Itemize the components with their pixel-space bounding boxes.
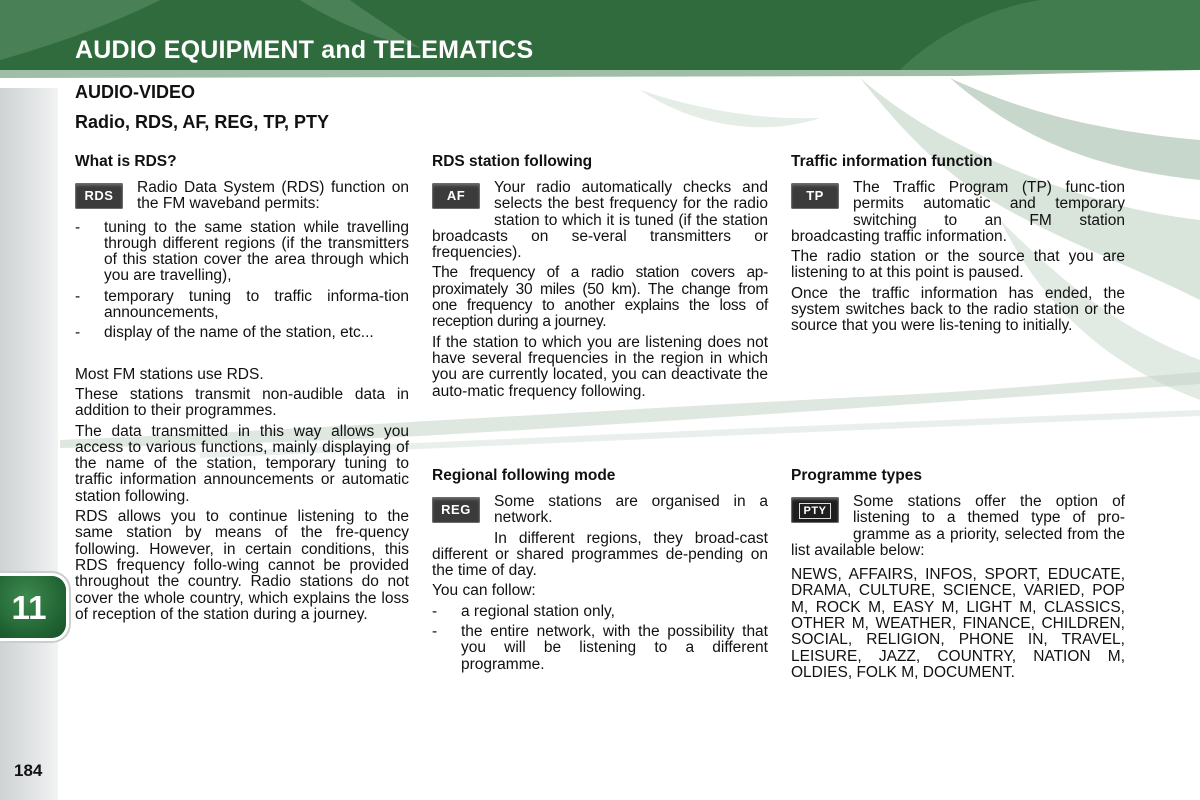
tp-paragraph: The Traffic Program (TP) func-tion permits automatic and temporary switching to an FM station broadcasting traffic information.	[791, 179, 1125, 245]
pty-icon-label: PTY	[799, 503, 832, 519]
column-programme-types	[791, 467, 1125, 685]
rds-icon: RDS	[75, 183, 123, 209]
chapter-number: 11	[11, 589, 47, 626]
heading-programme-types: Programme types	[791, 467, 922, 484]
af-paragraph: The frequency of a radio station covers ap-proximately 30 miles (50 km). The change from one frequency to another explains the loss of reception during a journey.	[432, 264, 768, 331]
pty-paragraph: Some stations offer the option of listening to a themed type of pro-gramme as a priority, selected from the list available below:	[791, 493, 1125, 559]
list-item: - the entire network, with the possibility that you will be listening to a different programme.	[432, 624, 768, 673]
section-title: AUDIO-VIDEO	[75, 82, 196, 102]
af-icon: AF	[432, 183, 480, 209]
column-traffic-information	[791, 153, 1125, 339]
page-sidebar	[0, 88, 58, 800]
rds-paragraph: RDS allows you to continue listening to the same station by means of the fre-quency following. However, in certain conditions, this RDS frequency follo-wing cannot be provided throughout the country. Radio stations do not cover the whole country, which explains the loss of reception of the station during a journey.	[75, 508, 409, 623]
chapter-tab	[0, 576, 66, 638]
section-subtitle: Radio, RDS, AF, REG, TP, PTY	[75, 112, 330, 132]
rds-paragraph: These stations transmit non-audible data in addition to their programmes.	[75, 385, 409, 420]
reg-icon: REG	[432, 497, 480, 523]
pty-icon	[791, 497, 839, 523]
reg-options-list	[432, 604, 768, 673]
heading-traffic-information: Traffic information function	[791, 153, 993, 170]
rds-paragraph: Most FM stations use RDS.	[75, 365, 264, 383]
reg-paragraph: Some stations are organised in a network.	[494, 493, 768, 527]
pty-type-list: NEWS, AFFAIRS, INFOS, SPORT, EDUCATE, DRAMA, CULTURE, SCIENCE, VARIED, POP M, ROCK M, EASY M, LIGHT M, CLASSICS, OTHER M, WEATHER, FINANCE, CHILDREN, SOCIAL, RELIGION, PHONE IN, TRAVEL, LEISURE, JAZZ, COUNTRY, NATION M, OLDIES, FOLK M, DOCUMENT.	[791, 566, 1125, 681]
page-number: 184	[14, 761, 43, 780]
heading-what-is-rds: What is RDS?	[75, 153, 177, 170]
tp-paragraph: The radio station or the source that you are listening to at this point is paused.	[791, 248, 1125, 282]
reg-paragraph: You can follow:	[432, 582, 536, 600]
reg-paragraph: In different regions, they broad-cast different or shared programmes de-pending on the time of day.	[432, 529, 768, 580]
list-item: - tuning to the same station while travelling through different regions (if the transmitters of this station cover the area through which you are travelling),	[75, 220, 409, 285]
list-item: - display of the name of the station, etc...	[75, 325, 409, 341]
af-paragraph: Your radio automatically checks and selects the best frequency for the radio station to which it is tuned (if the station broadcasts on se-veral transmitters or frequencies).	[432, 179, 768, 262]
heading-rds-station-following: RDS station following	[432, 153, 593, 170]
header-title: AUDIO EQUIPMENT and TELEMATICS	[75, 36, 534, 64]
heading-regional-following: Regional following mode	[432, 467, 616, 484]
rds-paragraph: The data transmitted in this way allows you access to various functions, mainly displaying of the name of the station, temporary tuning to traffic information announcements or automatic station following.	[75, 422, 409, 505]
af-paragraph: If the station to which you are listening does not have several frequencies in the region in which you are currently located, you can deactivate the auto-matic frequency following.	[432, 333, 768, 400]
tp-icon: TP	[791, 183, 839, 209]
list-item: - a regional station only,	[432, 604, 768, 620]
list-item: - temporary tuning to traffic informa-tion announcements,	[75, 289, 409, 322]
tp-paragraph: Once the traffic information has ended, the system switches back to the radio station or the source that you were lis-tening to initially.	[791, 284, 1125, 335]
column-rds-station-following	[432, 153, 768, 404]
rds-intro: Radio Data System (RDS) function on the FM waveband permits:	[137, 179, 409, 213]
column-what-is-rds	[75, 153, 409, 627]
column-regional-following	[432, 467, 768, 677]
rds-feature-list	[75, 220, 409, 342]
